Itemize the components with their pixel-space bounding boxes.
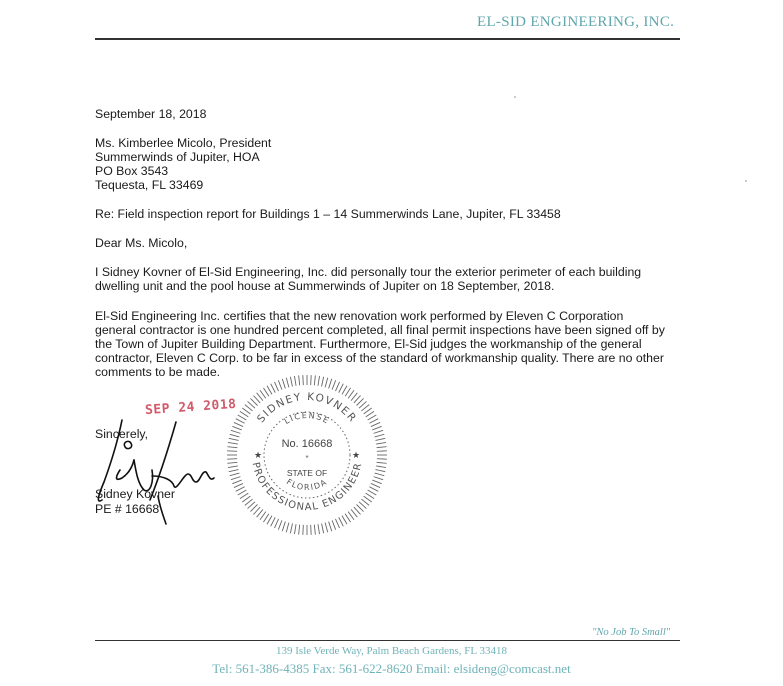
seal-tick [377, 462, 387, 463]
signer-block [95, 487, 175, 517]
seal-tick [274, 519, 278, 528]
seal-tick [238, 490, 247, 495]
seal-tick [267, 386, 272, 395]
letter-body [95, 107, 665, 379]
seal-tick [325, 378, 328, 388]
seal-tick [364, 496, 372, 502]
seal-tick [227, 447, 237, 448]
seal-tick [371, 422, 380, 426]
seal-tick [245, 405, 253, 411]
seal-tick [238, 415, 247, 420]
seal-tick [318, 524, 320, 534]
seal-tick [335, 382, 339, 391]
seal-tick [342, 386, 347, 395]
seal-tick [245, 499, 253, 505]
footer-contact: Tel: 561-386-4385 Fax: 561-622-8620 Email: elsideng@comcast.net [212, 661, 571, 676]
seal-tick [375, 473, 385, 476]
seal-tick [377, 447, 387, 448]
seal-tick [294, 524, 296, 534]
seal-name-text: SIDNEY KOVNER [254, 390, 360, 426]
seal-tick [322, 377, 324, 387]
seal-right-star-icon: ★ [351, 450, 361, 460]
seal-tick [335, 519, 339, 528]
seal-state-text: FLORIDA [284, 477, 330, 493]
seal-tick [290, 377, 292, 387]
seal-tick [314, 375, 315, 385]
seal-center-star: * [305, 454, 309, 463]
seal-tick [332, 520, 336, 529]
seal-left-star-icon: ★ [253, 450, 263, 460]
seal-tick [278, 380, 282, 389]
seal-tick [322, 523, 324, 533]
seal-tick [303, 525, 304, 535]
seal-tick [351, 393, 357, 401]
signer-name: Sidney Kovner [95, 487, 175, 501]
footer-address: 139 Isle Verde Way, Palm Beach Gardens, FL 33418 [276, 645, 507, 657]
company-motto: "No Job To Small" [592, 627, 671, 638]
recipient-line: Ms. Kimberlee Micolo, President [95, 136, 272, 150]
seal-tick [375, 470, 385, 472]
svg-text:LICENSE [283, 411, 332, 426]
seal-tick [311, 525, 312, 535]
recipient-line: Tequesta, FL 33469 [95, 178, 204, 192]
seal-tick [329, 522, 332, 532]
seal-tick [318, 376, 320, 386]
seal-tick [236, 419, 245, 424]
seal-tick [374, 477, 384, 480]
svg-text:FLORIDA [285, 477, 329, 492]
seal-tick [369, 419, 378, 424]
seal-tick [234, 422, 243, 426]
seal-tick [232, 426, 241, 430]
seal-tick [368, 490, 377, 495]
paper-speck [514, 96, 516, 98]
seal-tick [242, 496, 250, 502]
seal-tick [314, 525, 315, 535]
seal-tick [345, 388, 350, 396]
seal-tick [348, 512, 354, 520]
seal-tick [372, 480, 381, 484]
header-rule [95, 38, 680, 40]
seal-tick [282, 522, 285, 532]
subject-line: Re: Field inspection report for Buildings 1 – 14 Summerwinds Lane, Jupiter, FL 33458 [95, 207, 561, 221]
seal-tick [228, 442, 238, 444]
seal-tick [257, 509, 263, 517]
seal-profession-text: PROFESSIONAL ENGINEER [249, 461, 365, 514]
seal-tick [231, 477, 241, 480]
seal-tick [286, 378, 289, 388]
seal-tick [366, 411, 374, 416]
seal-tick [230, 473, 240, 476]
seal-tick [311, 375, 312, 385]
seal-tick [229, 470, 239, 472]
seal-tick [325, 523, 328, 533]
received-date-stamp: SEP 24 2018 [144, 396, 238, 419]
seal-tick [242, 408, 250, 414]
seal-tick [263, 514, 268, 522]
seal-tick [271, 384, 276, 393]
recipient-line: PO Box 3543 [95, 164, 169, 178]
recipient-address [95, 136, 665, 192]
seal-tick [339, 517, 344, 526]
seal-tick [267, 516, 272, 525]
seal-tick [230, 434, 240, 437]
seal-tick [290, 523, 292, 533]
seal-state-label: STATE OF [286, 468, 328, 478]
seal-tick [371, 483, 380, 487]
seal-tick [257, 393, 263, 401]
svg-text:SIDNEY KOVNER [255, 391, 359, 425]
seal-tick [231, 430, 241, 433]
seal-tick [361, 405, 369, 411]
body-paragraph: El-Sid Engineering Inc. certifies that the new renovation work performed by Eleven C Corporation general contractor is one hundred percent completed, all final permit inspections have been signed off by the Town of Jupiter Building Department. Furthermore, El-Sid judges the workmanship of the general contractor, Eleven C Corp. to be far in excess of the standard of workmanship quality. There are no other comments to be made. [95, 309, 665, 379]
seal-tick [227, 462, 237, 463]
seal-tick [299, 375, 300, 385]
paper-speck [745, 180, 747, 182]
seal-tick [332, 380, 336, 389]
seal-tick [377, 459, 387, 460]
seal-tick [227, 459, 237, 460]
seal-tick [351, 509, 357, 517]
seal-tick [260, 390, 266, 398]
seal-tick [375, 438, 385, 440]
seal-tick [271, 517, 276, 526]
seal-tick [369, 487, 378, 492]
seal-tick [376, 466, 386, 468]
seal-tick [236, 487, 245, 492]
seal-tick [232, 480, 241, 484]
seal-tick [342, 516, 347, 525]
seal-tick [372, 426, 381, 430]
closing: Sincerely, [95, 427, 149, 441]
seal-tick [376, 442, 386, 444]
seal-tick [299, 525, 300, 535]
seal-tick [361, 499, 369, 505]
seal-license-number: No. 16668 [281, 438, 333, 450]
seal-tick [227, 451, 237, 452]
seal-tick [263, 388, 268, 396]
seal-tick [375, 434, 385, 437]
seal-tick [234, 483, 243, 487]
seal-tick [329, 379, 332, 389]
seal-tick [303, 375, 304, 385]
seal-tick [228, 466, 238, 468]
signer-credential: PE # 16668 [95, 502, 160, 516]
seal-tick [345, 514, 350, 522]
seal-tick [229, 438, 239, 440]
seal-tick [240, 493, 248, 498]
footer-rule [95, 640, 680, 641]
company-name: EL-SID ENGINEERING, INC. [477, 14, 675, 30]
seal-tick [278, 520, 282, 529]
seal-tick [348, 390, 354, 398]
salutation: Dear Ms. Micolo, [95, 236, 188, 250]
recipient-line: Summerwinds of Jupiter, HOA [95, 150, 260, 164]
seal-tick [377, 451, 387, 452]
letter-date: September 18, 2018 [95, 107, 207, 121]
seal-tick [274, 382, 278, 391]
seal-tick [240, 411, 248, 416]
seal-tick [339, 384, 344, 393]
seal-tick [374, 430, 384, 433]
seal-tick [364, 408, 372, 414]
seal-tick [286, 523, 289, 533]
body-paragraph: I Sidney Kovner of El-Sid Engineering, Inc. did personally tour the exterior perimeter of each building dwelling unit and the pool house at Summerwinds of Jupiter on 18 September, 2018. [95, 265, 642, 293]
seal-tick [260, 512, 266, 520]
seal-tick [294, 376, 296, 386]
seal-tick [366, 493, 374, 498]
seal-license-label: LICENSE [282, 410, 332, 427]
seal-tick [282, 379, 285, 389]
engineer-seal [222, 370, 392, 540]
seal-tick [368, 415, 377, 420]
